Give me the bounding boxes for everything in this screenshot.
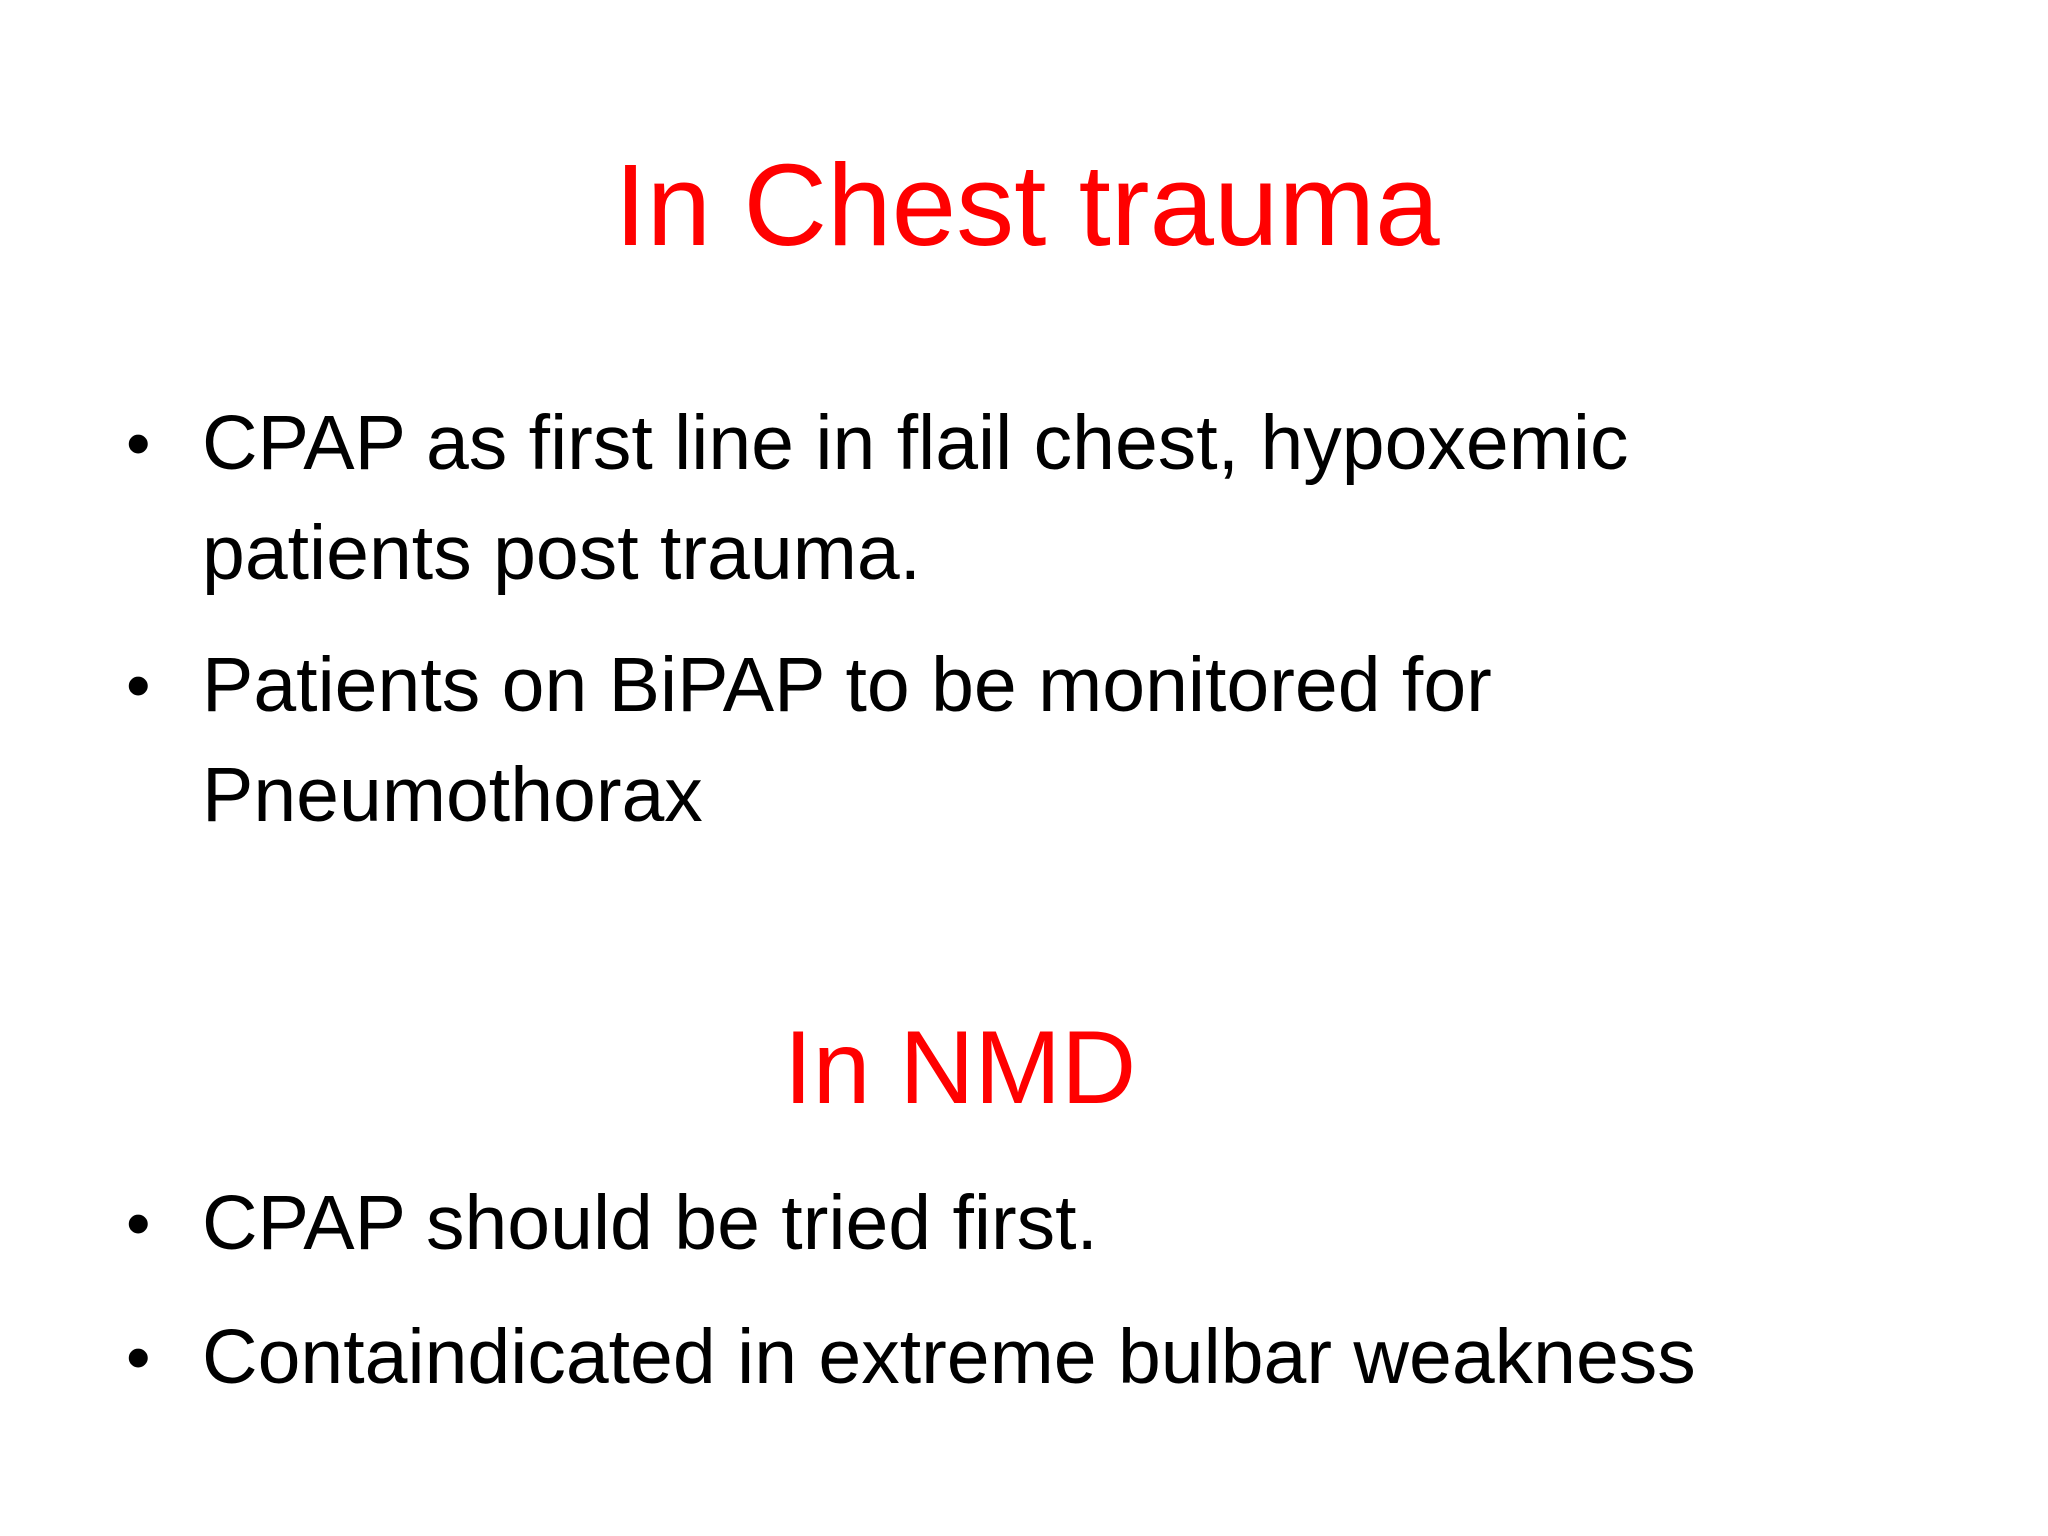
section-heading-chest-trauma: In Chest trauma (614, 140, 1440, 270)
bullet-text: CPAP should be tried first. (202, 1180, 1098, 1266)
bullet-text: CPAP as first line in flail chest, hypoxemic patients post trauma. (202, 400, 1629, 596)
bullet-dot-icon: • (126, 404, 151, 482)
bullet-item (0, 388, 1762, 608)
bullet-dot-icon: • (126, 1184, 151, 1262)
bullet-item (0, 1168, 1922, 1278)
bullet-dot-icon: • (126, 646, 151, 724)
bullet-text: Patients on BiPAP to be monitored for Pneumothorax (202, 642, 1492, 838)
bullet-dot-icon: • (126, 1318, 151, 1396)
bullet-list-nmd (0, 1168, 1922, 1436)
bullet-item (0, 1302, 1922, 1412)
bullet-item (0, 630, 1762, 850)
bullet-text: Containdicated in extreme bulbar weakness (202, 1314, 1696, 1400)
bullet-list-chest-trauma (0, 388, 1762, 872)
section-heading-nmd: In NMD (783, 1010, 1137, 1126)
